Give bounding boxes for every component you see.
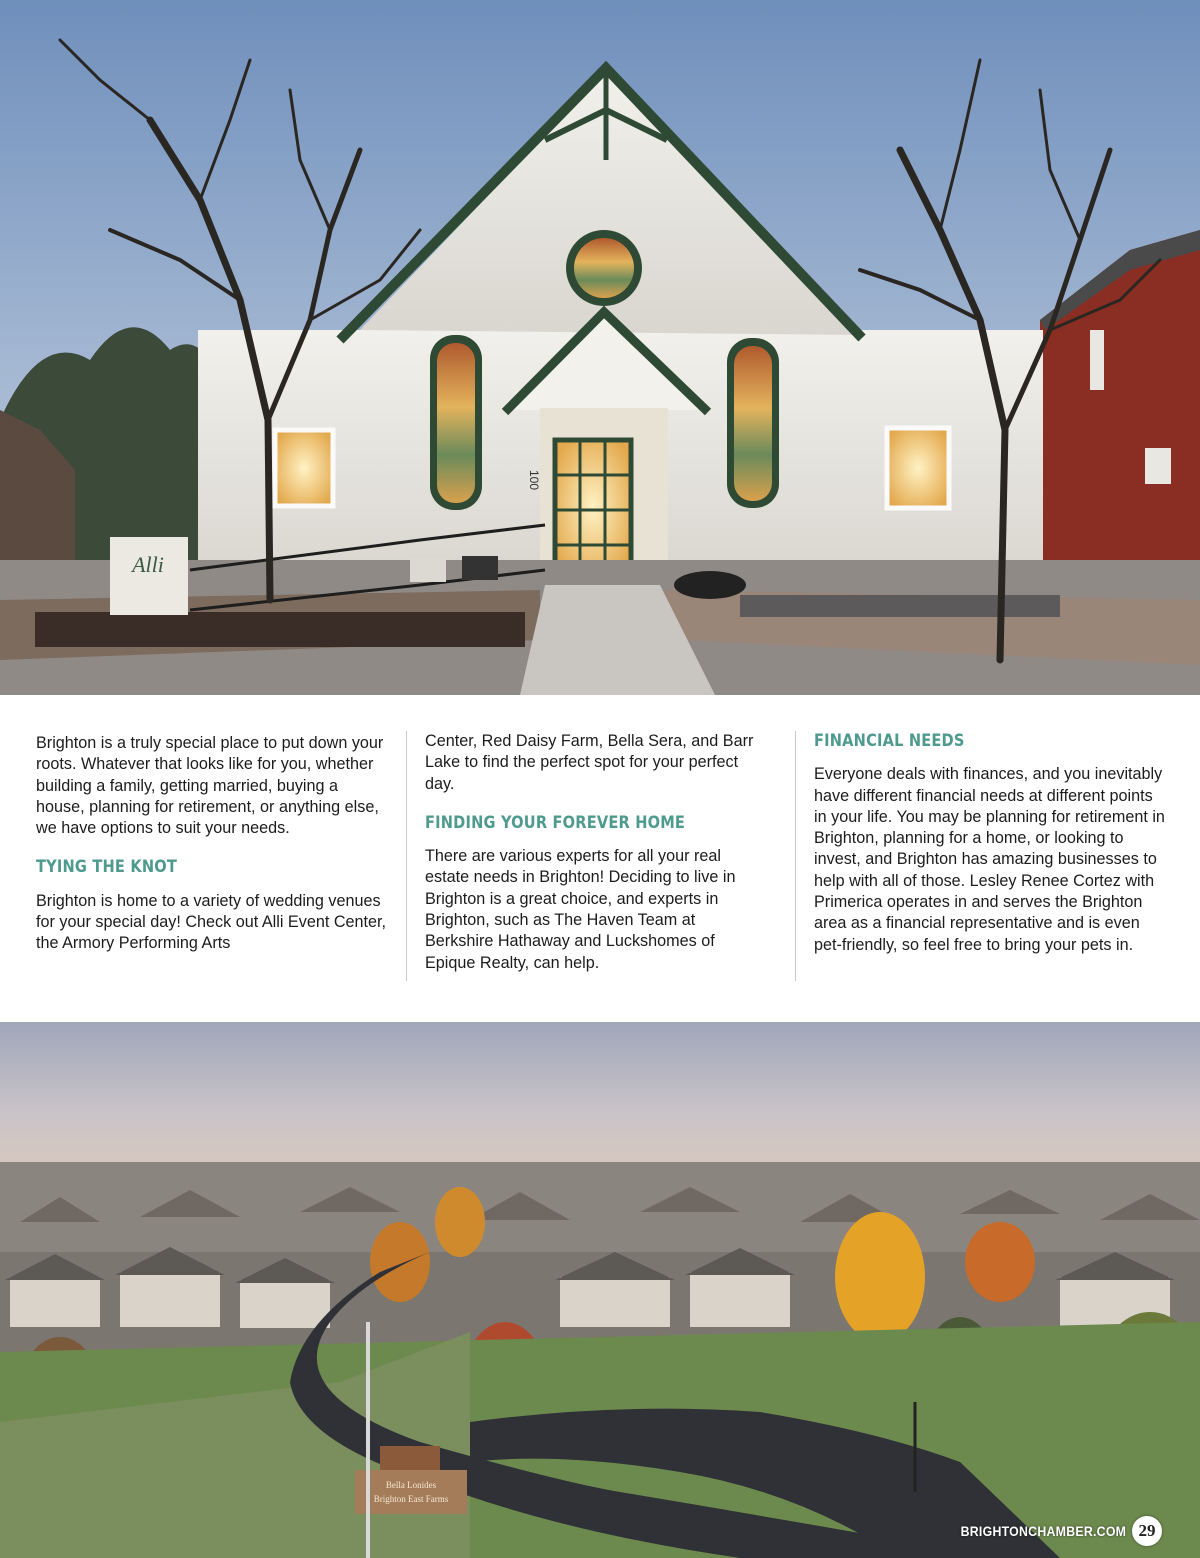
financial-needs-body: Everyone deals with finances, and you inevitably have different financial needs at different points in your life. You may be planning for retirement in Brighton, planning for a home, or looking to invest, and Brighton has amazing businesses to help with all of those. Lesley Renee Cortez with Primerica operates in and serves the Brighton area as a financial representative and is even pet-friendly, so feel free to bring your pets in. [814, 765, 1165, 954]
page-footer [938, 1516, 1162, 1546]
article-columns [0, 695, 1200, 1025]
neighborhood-photo [0, 1022, 1200, 1558]
event-center-illustration [0, 0, 1200, 695]
footer-website[interactable]: BRIGHTONCHAMBER.COM [960, 1523, 1126, 1539]
financial-needs-heading: FINANCIAL NEEDS [814, 731, 965, 751]
tying-the-knot-body-part2: Center, Red Daisy Farm, Bella Sera, and Barr Lake to find the perfect spot for your perfect day. [425, 732, 754, 793]
column-1 [36, 733, 386, 973]
event-center-photo [0, 0, 1200, 695]
tying-the-knot-heading: TYING THE KNOT [36, 857, 177, 878]
neighborhood-illustration [0, 1022, 1200, 1558]
sign-text: Alli [132, 552, 164, 577]
column-3 [795, 731, 1169, 981]
forever-home-heading: FINDING YOUR FOREVER HOME [425, 812, 686, 833]
column-2 [406, 731, 765, 981]
entrance-sign-line2: Brighton East Farms [373, 1494, 449, 1504]
forever-home-body: There are various experts for all your real estate needs in Brighton! Deciding to live in Brighton is a great choice, and experts in Brighton, such as The Haven Team at Berkshire Hathaway and Luckshomes of Epique Realty, can help. [425, 847, 736, 972]
house-number: 100 [527, 470, 541, 491]
tying-the-knot-body-part1: Brighton is home to a variety of wedding venues for your special day! Check out Alli Event Center, the Armory Performing Arts [36, 891, 387, 953]
page-number: 29 [1132, 1516, 1162, 1546]
entrance-sign-line1: Bella Lonides [385, 1480, 437, 1490]
intro-paragraph: Brighton is a truly special place to put down your roots. Whatever that looks like for you, whether building a family, getting married, buying a house, planning for retirement, or anything else, we have options to suit your needs. [36, 734, 384, 838]
